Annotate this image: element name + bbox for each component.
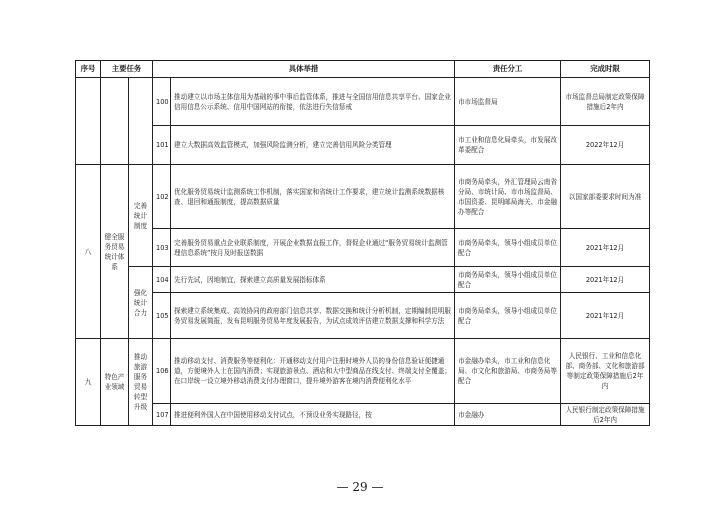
table-row <box>76 165 650 229</box>
table-row <box>76 126 650 165</box>
task-table <box>75 60 650 426</box>
row-measure: 优化服务贸易统计监测系统工作机制，落实国家和省统计工作要求，建立统计监测系统数据核查、退回和通报制度，提高数据质量 <box>171 165 455 229</box>
header-deadline: 完成时限 <box>561 61 650 78</box>
row-measure: 先行先试，因地制宜，探索建立高质量发展指标体系 <box>171 267 455 293</box>
header-responsibility: 责任分工 <box>455 61 561 78</box>
table-row <box>76 229 650 267</box>
table-row <box>76 267 650 293</box>
row-responsibility: 市金融办 <box>455 404 561 426</box>
row-measure: 完善服务贸易重点企业联系制度，开展企业数据直报工作，督促企业通过“服务贸易统计监测管理信息系统”按月及时报送数据 <box>171 229 455 267</box>
seq-cell-empty <box>76 78 101 165</box>
row-number: 101 <box>153 126 171 165</box>
row-number: 100 <box>153 78 171 126</box>
subtask-cell-empty <box>129 78 153 165</box>
table-row <box>76 293 650 339</box>
row-deadline: 2021年12月 <box>561 229 650 267</box>
row-measure: 推动移动支付、消费服务等便利化：开通移动支付用户注册时境外人员的身份信息验证便捷通道，方便境外人士在国内消费；实现旅游景点、酒店和大中型商品在线支付、终端支付全覆盖；在口岸统一设立境外移动消费支付办理窗口，提升境外游客在境内消费便利化水平 <box>171 339 455 404</box>
row-deadline: 人民银行制定政策保障措施后2年内 <box>561 404 650 426</box>
section-number-eight: 八 <box>76 165 101 339</box>
row-responsibility: 市市场监督局 <box>455 78 561 126</box>
row-deadline: 2021年12月 <box>561 293 650 339</box>
subtask-tourism: 推动旅游服务贸易转型升级 <box>129 339 153 426</box>
row-measure: 推动建立以市场主体信用为基础的事中事后监管体系，推进与全国信用信息共享平台、国家企业信用信息公示系统、信用中国网站的衔接，依法进行失信惩戒 <box>171 78 455 126</box>
row-measure: 推进便利外国人在中国使用移动支付试点，不预设业务实现路径，按 <box>171 404 455 426</box>
table-row <box>76 339 650 404</box>
header-seq: 序号 <box>76 61 101 78</box>
subtask-stat-force: 强化统计合力 <box>129 267 153 339</box>
row-number: 103 <box>153 229 171 267</box>
row-responsibility: 市商务局牵头，领导小组成员单位配合 <box>455 293 561 339</box>
category-cell-empty <box>101 78 129 165</box>
row-number: 105 <box>153 293 171 339</box>
page-number: — 29 — <box>336 480 384 494</box>
subtask-stat-system: 完善统计制度 <box>129 165 153 267</box>
table-row <box>76 78 650 126</box>
header-measures: 具体举措 <box>153 61 455 78</box>
row-responsibility: 市商务局牵头，外汇管理局云南省分局、市统计局、市市场监督局、市国资委、昆明邮局海关、市金融办等配合 <box>455 165 561 229</box>
table-header-row <box>76 61 650 78</box>
header-task: 主要任务 <box>101 61 153 78</box>
section-number-nine: 九 <box>76 339 101 426</box>
row-deadline: 2022年12月 <box>561 126 650 165</box>
row-responsibility: 市金融办牵头，市工业和信息化局、市文化和旅游局、市商务局等配合 <box>455 339 561 404</box>
row-measure: 建立大数据高效监管模式，加强风险监测分析，建立完善信用风险分类管理 <box>171 126 455 165</box>
section-category-stats: 健全服务贸易统计体系 <box>101 165 129 339</box>
row-measure: 探索建立系统集成、高效协同的政府部门信息共享、数据交换和统计分析机制，定期编制昆明服务贸易发展简报，发布昆明服务贸易年度发展报告，为试点成效评估建立数据支撑和科学方法 <box>171 293 455 339</box>
table-row <box>76 404 650 426</box>
row-number: 106 <box>153 339 171 404</box>
row-deadline: 市场监督总局制定政策保障措施后2年内 <box>561 78 650 126</box>
row-number: 104 <box>153 267 171 293</box>
row-responsibility: 市商务局牵头，领导小组成员单位配合 <box>455 267 561 293</box>
row-deadline: 人民银行、工业和信息化部、商务部、文化和旅游部等制定政策保障措施后2年内 <box>561 339 650 404</box>
section-category-industry: 特色产业领域 <box>101 339 129 426</box>
row-number: 102 <box>153 165 171 229</box>
row-deadline: 以国家部委要求时间为准 <box>561 165 650 229</box>
row-number: 107 <box>153 404 171 426</box>
row-deadline: 2021年12月 <box>561 267 650 293</box>
row-responsibility: 市商务局牵头，领导小组成员单位配合 <box>455 229 561 267</box>
row-responsibility: 市工业和信息化局牵头，市发展改革委配合 <box>455 126 561 165</box>
